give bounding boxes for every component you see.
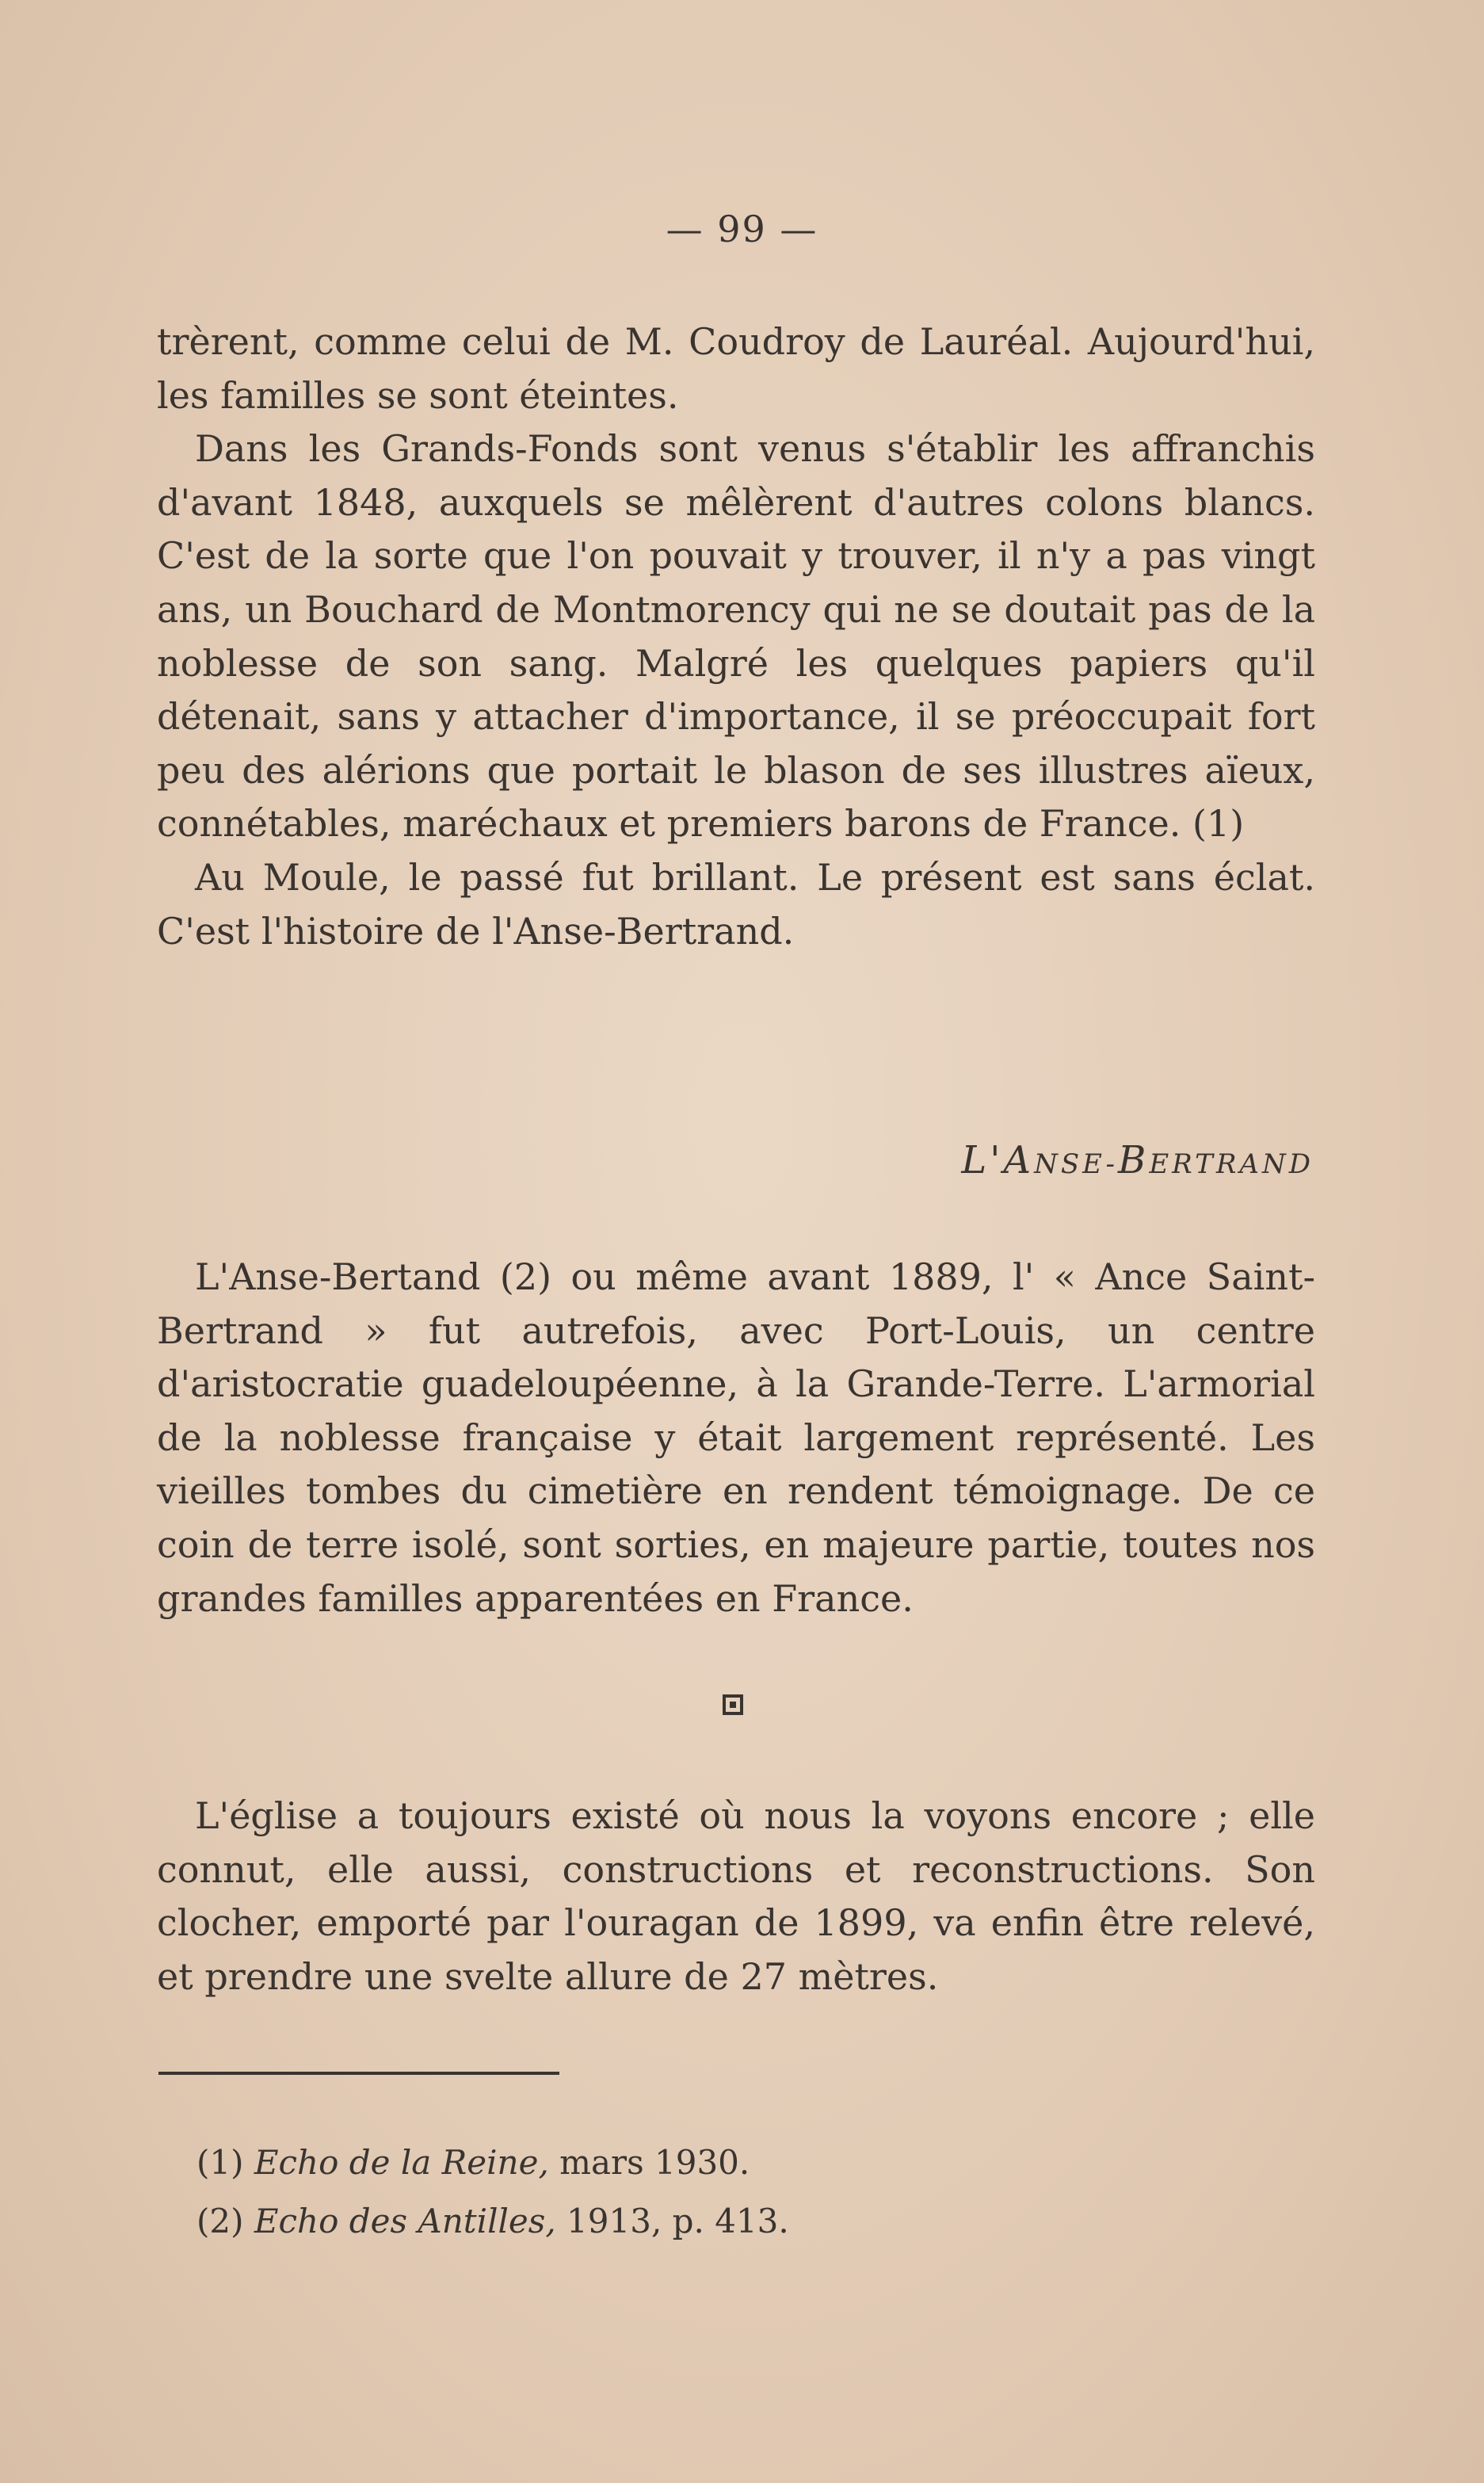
footnotes xyxy=(196,2138,789,2256)
paragraph: trèrent, comme celui de M. Coudroy de Lauréal. Aujourd'hui, les familles se sont éteintes. xyxy=(157,320,1315,417)
paragraph: L'église a toujours existé où nous la voyons encore ; elle connut, elle aussi, constructions et reconstructions. Son clocher, emporté par l'ouragan de 1899, va enfin être relevé, et prendre une svelte allure de 27 mètres. xyxy=(157,1794,1315,1998)
footnote-detail: 1913, p. 413. xyxy=(555,2202,789,2240)
text-block-intro xyxy=(157,315,1315,958)
heading-smallcaps-2: ERTRAND xyxy=(1149,1148,1314,1180)
text-block-eglise xyxy=(157,1790,1315,2004)
paragraph: L'Anse-Bertand (2) ou même avant 1889, l' « Ance Saint-Bertrand » fut autrefois, avec Port-Louis, un centre d'aristocratie guadeloupéenne, à la Grande-Terre. L'armorial de la noblesse française y était largement représenté. Les vieilles tombes du cimetière en rendent témoignage. De ce coin de terre isolé, sont sorties, en majeure partie, toutes nos grandes familles apparentées en France. xyxy=(157,1255,1315,1620)
heading-initial: L'A xyxy=(961,1138,1035,1182)
paragraph: Au Moule, le passé fut brillant. Le présent est sans éclat. C'est l'histoire de l'Anse-Bertrand. xyxy=(157,855,1315,953)
footnote-1 xyxy=(196,2138,789,2187)
footnote-divider xyxy=(158,2072,559,2075)
heading-initial-2: B xyxy=(1118,1138,1150,1182)
heading-smallcaps-1: NSE- xyxy=(1034,1148,1119,1180)
footnote-2 xyxy=(196,2197,789,2246)
text-block-anse-bertrand xyxy=(157,1251,1315,1625)
section-heading xyxy=(961,1138,1314,1182)
page-number: — 99 — xyxy=(666,208,818,250)
footnote-detail: mars 1930. xyxy=(548,2143,750,2182)
footnote-number: (1) xyxy=(196,2143,244,2182)
footnote-source: Echo de la Reine, xyxy=(254,2143,549,2182)
square-ornament-icon xyxy=(723,1694,743,1715)
paragraph: Dans les Grands-Fonds sont venus s'établir les affranchis d'avant 1848, auxquels se mêlèrent d'autres colons blancs. C'est de la sorte que l'on pouvait y trouver, il n'y a pas vingt ans, un Bouchard de Montmorency qui ne se doutait pas de la noblesse de son sang. Malgré les quelques papiers qu'il détenait, sans y attacher d'importance, il se préoccupait fort peu des alérions que portait le blason de ses illustres aïeux, connétables, maréchaux et premiers barons de France. (1) xyxy=(157,427,1315,846)
footnote-number: (2) xyxy=(196,2202,244,2240)
footnote-source: Echo des Antilles, xyxy=(254,2202,556,2240)
